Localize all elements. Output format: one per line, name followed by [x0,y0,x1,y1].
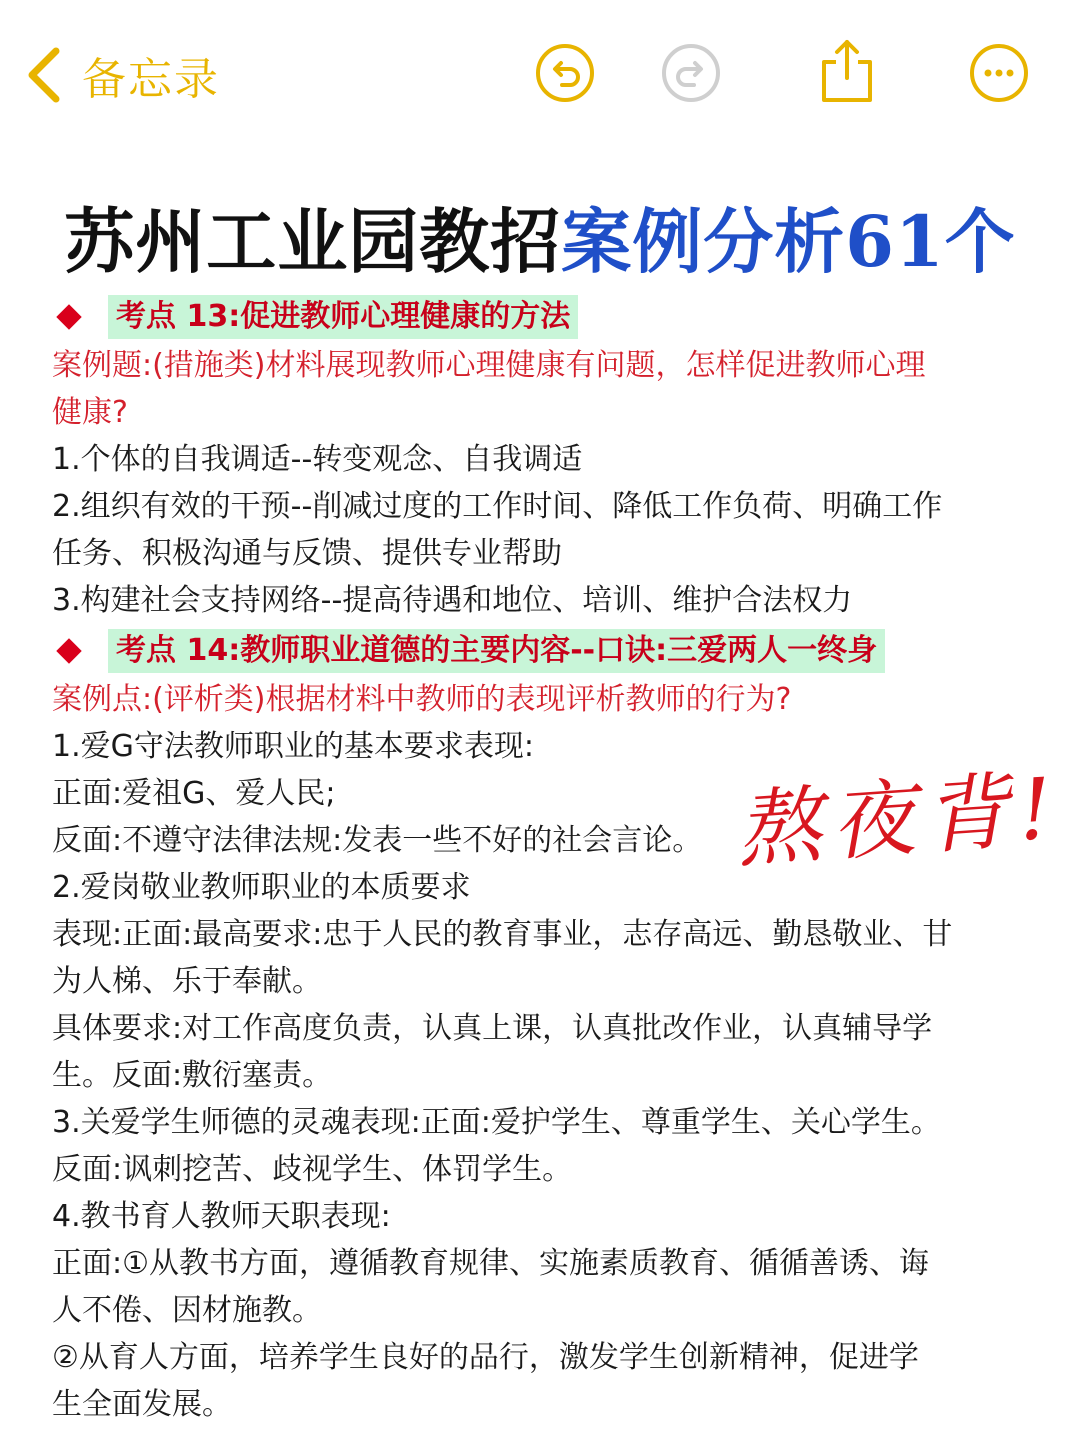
notes-toolbar [0,0,1080,150]
note-line: 3.关爱学生师德的灵魂表现:正面:爱护学生、尊重学生、关心学生。 [52,1105,941,1140]
diamond-bullet-icon [56,638,81,663]
note-line: ②从育人方面，培养学生良好的品行，激发学生创新精神，促进学 [52,1340,919,1375]
note-line: 表现:正面:最高要求:忠于人民的教育事业，志存高远、勤恳敬业、甘 [52,917,953,952]
section-heading-label: 考点 13:促进教师心理健康的方法 [108,295,578,339]
more-button[interactable] [968,42,1030,104]
note-line: 人不倦、因材施教。 [52,1293,322,1328]
undo-icon [534,42,596,104]
redo-button[interactable] [660,42,722,104]
note-line: 生。反面:敷衍塞责。 [52,1058,333,1093]
redo-icon [660,42,722,104]
section-heading [52,292,1042,342]
section-heading-label: 考点 14:教师职业道德的主要内容--口诀:三爱两人一终身 [108,629,885,673]
note-title-main: 苏州工业园教招 [64,200,562,283]
note-title-highlight: 案例分析61个 [561,200,1016,283]
note-line: 3.构建社会支持网络--提高待遇和地位、培训、维护合法权力 [52,583,853,618]
note-line: 2.爱岗敬业教师职业的本质要求 [52,870,471,905]
note-title [0,186,1080,287]
section-heading [52,626,1042,676]
note-line: 生全面发展。 [52,1387,232,1422]
case-question: 案例点:(评析类)根据材料中教师的表现评析教师的行为? [52,682,792,717]
note-line: 任务、积极沟通与反馈、提供专业帮助 [52,536,562,571]
note-line: 为人梯、乐于奉献。 [52,964,322,999]
diamond-bullet-icon [56,304,81,329]
case-question: 案例题:(措施类)材料展现教师心理健康有问题，怎样促进教师心理 [52,348,926,383]
note-line: 具体要求:对工作高度负责，认真上课，认真批改作业，认真辅导学 [52,1011,933,1046]
note-line: 反面:不遵守法律法规:发表一些不好的社会言论。 [52,823,703,858]
handwritten-annotation: 熬夜背! [733,758,1066,880]
note-line: 1.爱G守法教师职业的基本要求表现: [52,729,534,764]
note-line: 1.个体的自我调适--转变观念、自我调适 [52,442,583,477]
share-icon [816,36,878,106]
note-line: 2.组织有效的干预--削减过度的工作时间、降低工作负荷、明确工作 [52,489,943,524]
note-line: 4.教书育人教师天职表现: [52,1199,391,1234]
undo-button[interactable] [534,42,596,104]
note-line: 正面:爱祖G、爱人民; [52,776,336,811]
share-button[interactable] [816,36,878,106]
back-label: 备忘录 [82,54,220,105]
chevron-left-icon [22,45,68,105]
back-button[interactable] [22,40,220,110]
case-question: 健康? [52,395,128,430]
note-line: 正面:①从教书方面，遵循教育规律、实施素质教育、循循善诱、诲 [52,1246,930,1281]
note-line: 反面:讽刺挖苦、歧视学生、体罚学生。 [52,1152,573,1187]
more-icon [968,42,1030,104]
